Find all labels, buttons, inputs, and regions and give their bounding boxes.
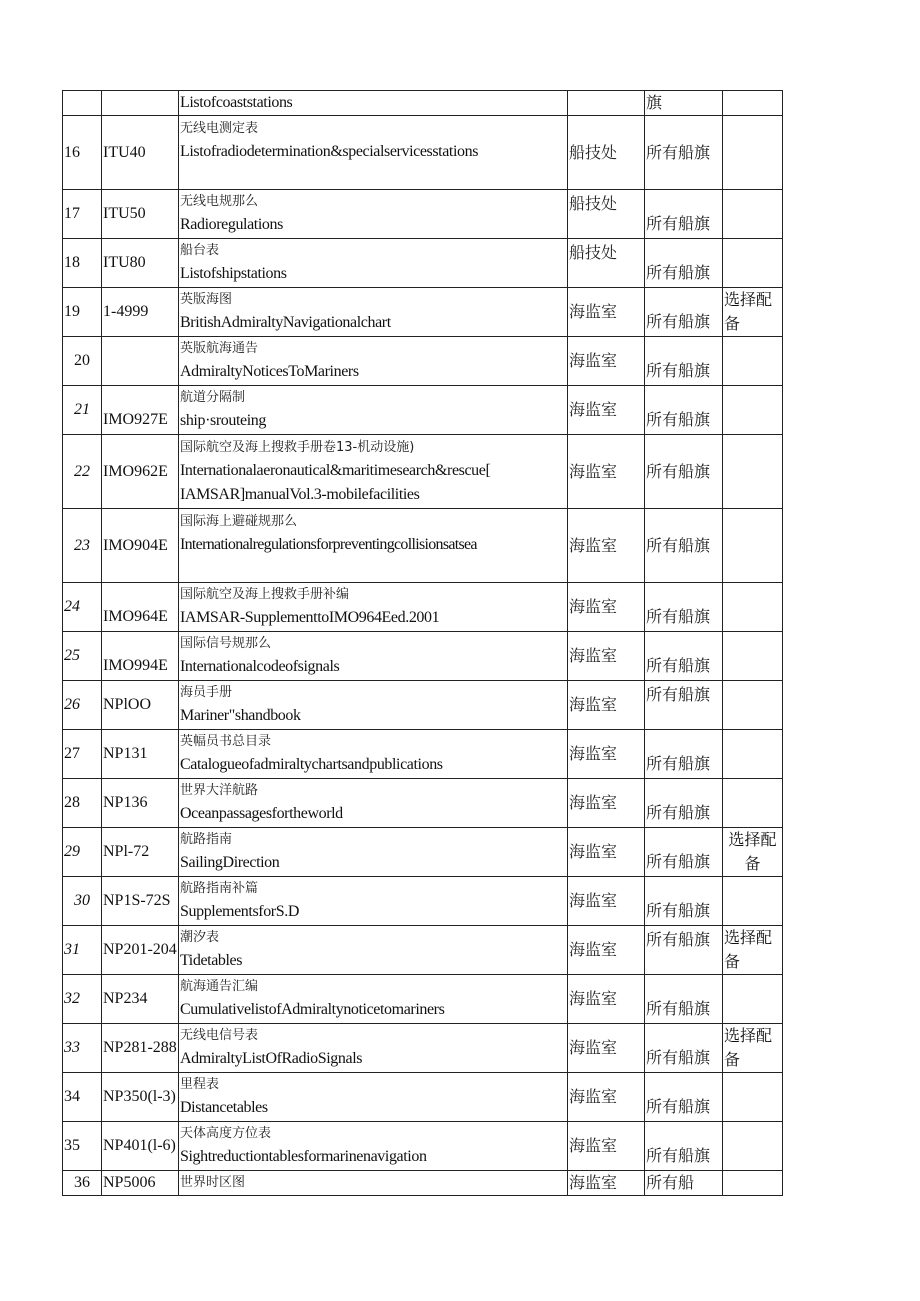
department: 海监室: [568, 435, 645, 509]
title-en: IAMSAR-SupplementtoIMO964Eed.2001: [180, 609, 440, 626]
title-cn: 国际航空及海上搜救手册卷13-机动设施): [180, 439, 415, 455]
publication-title: [179, 730, 568, 779]
publication-title: [179, 116, 568, 190]
ship-scope: 所有船旗: [645, 975, 723, 1024]
department: 海监室: [568, 730, 645, 779]
title-cn: 无线电信号表: [180, 1028, 259, 1043]
remark: [723, 681, 783, 730]
publication-code: NPlOO: [102, 681, 179, 730]
publication-code: NP1S-72S: [102, 877, 179, 926]
ship-scope: 所有船旗: [645, 877, 723, 926]
publication-title: [179, 681, 568, 730]
row-number: 19: [63, 288, 102, 337]
title-cn: 里程表: [180, 1077, 220, 1092]
title-en: Internationalcodeofsignals: [180, 658, 340, 675]
ship-scope: 所有船旗: [645, 926, 723, 975]
row-number: 31: [63, 926, 102, 975]
row-number: 20: [63, 337, 102, 386]
title-en: AdmiraltyListOfRadioSignals: [180, 1050, 363, 1067]
publication-code: NP5006: [102, 1171, 179, 1196]
row-number: 23: [63, 509, 102, 583]
remark: [723, 116, 783, 190]
publication-title: [179, 975, 568, 1024]
title-en: Radioregulations: [180, 216, 283, 233]
title-en: Internationalregulationsforpreventingcollisionsatsea: [180, 536, 477, 553]
table-row: [63, 1073, 783, 1122]
table-row: [63, 190, 783, 239]
publication-title: [179, 877, 568, 926]
title-en: SupplementsforS.D: [180, 903, 299, 920]
publication-code: ITU80: [102, 239, 179, 288]
remark: 选择配备: [723, 288, 783, 337]
publication-code: [102, 91, 179, 116]
title-cn: 天体高度方位表: [180, 1126, 272, 1141]
row-number: 34: [63, 1073, 102, 1122]
title-en: Catalogueofadmiraltychartsandpublications: [180, 756, 443, 773]
ship-scope: 所有船旗: [645, 509, 723, 583]
ship-scope: 所有船旗: [645, 435, 723, 509]
row-number: 22: [63, 435, 102, 509]
publication-code: IMO964E: [102, 583, 179, 632]
row-number: 30: [63, 877, 102, 926]
publications-table: [62, 90, 783, 1196]
remark: [723, 1171, 783, 1196]
department: 船技处: [568, 116, 645, 190]
title-en: Distancetables: [180, 1099, 268, 1116]
publication-title: [179, 1073, 568, 1122]
department: 海监室: [568, 926, 645, 975]
title-cn: 国际航空及海上搜救手册补编: [180, 587, 350, 602]
row-number: 33: [63, 1024, 102, 1073]
table-row: [63, 435, 783, 509]
publication-title: [179, 509, 568, 583]
publication-code: ITU40: [102, 116, 179, 190]
department: 船技处: [568, 239, 645, 288]
ship-scope: 所有船旗: [645, 730, 723, 779]
publication-title: [179, 239, 568, 288]
publication-title: [179, 583, 568, 632]
title-cn: 船台表: [180, 243, 220, 258]
publication-title: [179, 1024, 568, 1073]
title-en-continued: IAMSAR]manualVol.3-mobilefacilities: [180, 485, 420, 503]
publication-title: [179, 435, 568, 509]
table-row: [63, 681, 783, 730]
title-en: Listofradiodetermination&specialservicesstations: [180, 143, 479, 160]
publication-code: IMO962E: [102, 435, 179, 509]
remark: 选择配备: [723, 926, 783, 975]
ship-scope: 所有船旗: [645, 681, 723, 730]
department: 海监室: [568, 779, 645, 828]
publication-title: [179, 288, 568, 337]
remark: [723, 239, 783, 288]
title-en: Oceanpassagesfortheworld: [180, 805, 343, 822]
table-row: [63, 632, 783, 681]
ship-scope: 所有船旗: [645, 386, 723, 435]
title-cn: 航路指南补篇: [180, 881, 259, 896]
publication-title: [179, 386, 568, 435]
publication-title: [179, 1171, 568, 1196]
department: 海监室: [568, 1122, 645, 1171]
publication-code: NP131: [102, 730, 179, 779]
row-number: 18: [63, 239, 102, 288]
publication-code: IMO904E: [102, 509, 179, 583]
publication-title: [179, 91, 568, 116]
department: 海监室: [568, 1073, 645, 1122]
row-number: 21: [63, 386, 102, 435]
row-number: 27: [63, 730, 102, 779]
publication-code: ITU50: [102, 190, 179, 239]
row-number: 26: [63, 681, 102, 730]
department: 海监室: [568, 1171, 645, 1196]
table-row: [63, 116, 783, 190]
department: 海监室: [568, 877, 645, 926]
publication-title: [179, 190, 568, 239]
publication-title: [179, 1122, 568, 1171]
remark: [723, 583, 783, 632]
row-number: 32: [63, 975, 102, 1024]
table-row: [63, 877, 783, 926]
publication-code: IMO994E: [102, 632, 179, 681]
publication-code: NP136: [102, 779, 179, 828]
publication-title: [179, 779, 568, 828]
publication-code: NPl-72: [102, 828, 179, 877]
title-cn: 航海通告汇编: [180, 979, 259, 994]
title-cn: 国际信号规那么: [180, 636, 272, 651]
ship-scope: 所有船旗: [645, 632, 723, 681]
publication-code: [102, 337, 179, 386]
ship-scope: 所有船: [645, 1171, 723, 1196]
title-en: ship·srouteing: [180, 412, 266, 429]
row-number: 36: [63, 1171, 102, 1196]
title-en: Listofcoaststations: [180, 94, 293, 111]
department: [568, 91, 645, 116]
title-cn: 英版航海通告: [180, 341, 259, 356]
department: 海监室: [568, 386, 645, 435]
department: 海监室: [568, 288, 645, 337]
title-cn: 航道分隔制: [180, 390, 246, 405]
row-number: [63, 91, 102, 116]
title-cn: 世界时区图: [180, 1175, 246, 1190]
title-cn: 潮汐表: [180, 930, 220, 945]
publication-code: 1-4999: [102, 288, 179, 337]
title-cn: 航路指南: [180, 832, 233, 847]
publication-title: [179, 632, 568, 681]
remark: [723, 435, 783, 509]
ship-scope: 所有船旗: [645, 337, 723, 386]
publication-code: NP281-288: [102, 1024, 179, 1073]
title-en: SailingDirection: [180, 854, 280, 871]
ship-scope: 所有船旗: [645, 190, 723, 239]
department: 海监室: [568, 975, 645, 1024]
remark: [723, 386, 783, 435]
remark: [723, 1073, 783, 1122]
table-row: [63, 91, 783, 116]
ship-scope: 所有船旗: [645, 1122, 723, 1171]
table-row: [63, 337, 783, 386]
publication-code: NP350(l-3): [102, 1073, 179, 1122]
ship-scope: 所有船旗: [645, 239, 723, 288]
row-number: 28: [63, 779, 102, 828]
table-row: [63, 509, 783, 583]
title-cn: 英版海图: [180, 292, 233, 307]
table-row: [63, 583, 783, 632]
table-row: [63, 926, 783, 975]
row-number: 25: [63, 632, 102, 681]
remark: [723, 730, 783, 779]
row-number: 17: [63, 190, 102, 239]
title-cn: 无线电测定表: [180, 121, 259, 136]
ship-scope: 所有船旗: [645, 1024, 723, 1073]
department: 船技处: [568, 190, 645, 239]
title-en: AdmiraltyNoticesToMariners: [180, 363, 359, 380]
ship-scope: 所有船旗: [645, 779, 723, 828]
title-en: Tidetables: [180, 952, 243, 969]
publication-code: NP401(l-6): [102, 1122, 179, 1171]
table-row: [63, 386, 783, 435]
title-cn: 海员手册: [180, 685, 233, 700]
table-row: [63, 1024, 783, 1073]
ship-scope: 所有船旗: [645, 116, 723, 190]
remark: [723, 779, 783, 828]
title-en: BritishAdmiraltyNavigationalchart: [180, 314, 391, 331]
department: 海监室: [568, 828, 645, 877]
title-cn: 无线电规那么: [180, 194, 259, 209]
department: 海监室: [568, 632, 645, 681]
table-row: [63, 1122, 783, 1171]
title-cn: 世界大洋航路: [180, 783, 259, 798]
department: 海监室: [568, 681, 645, 730]
title-en: CumulativelistofAdmiraltynoticetomariners: [180, 1001, 445, 1018]
title-en: Internationalaeronautical&maritimesearch&rescue[: [180, 461, 491, 479]
table-row: [63, 239, 783, 288]
publication-title: [179, 926, 568, 975]
table-row: [63, 828, 783, 877]
table-row: [63, 779, 783, 828]
ship-scope: 所有船旗: [645, 1073, 723, 1122]
remark: [723, 632, 783, 681]
remark: [723, 1122, 783, 1171]
row-number: 16: [63, 116, 102, 190]
remark: 选择配备: [723, 828, 783, 877]
publication-title: [179, 828, 568, 877]
table-row: [63, 975, 783, 1024]
remark: 选择配备: [723, 1024, 783, 1073]
publication-title: [179, 337, 568, 386]
ship-scope: 旗: [645, 91, 723, 116]
row-number: 35: [63, 1122, 102, 1171]
row-number: 24: [63, 583, 102, 632]
table-row: [63, 730, 783, 779]
remark: [723, 509, 783, 583]
publication-code: NP201-204: [102, 926, 179, 975]
table-row: [63, 288, 783, 337]
department: 海监室: [568, 1024, 645, 1073]
ship-scope: 所有船旗: [645, 828, 723, 877]
publication-code: NP234: [102, 975, 179, 1024]
department: 海监室: [568, 583, 645, 632]
remark: [723, 975, 783, 1024]
title-cn: 国际海上避碰规那么: [180, 514, 298, 529]
remark: [723, 337, 783, 386]
ship-scope: 所有船旗: [645, 288, 723, 337]
remark: [723, 190, 783, 239]
title-cn: 英幅员书总目录: [180, 734, 272, 749]
title-en: Listofshipstations: [180, 265, 287, 282]
title-en: Mariner"shandbook: [180, 707, 301, 724]
department: 海监室: [568, 509, 645, 583]
department: 海监室: [568, 337, 645, 386]
table-row: [63, 1171, 783, 1196]
publication-code: IMO927E: [102, 386, 179, 435]
remark: [723, 877, 783, 926]
remark: [723, 91, 783, 116]
ship-scope: 所有船旗: [645, 583, 723, 632]
title-en: Sightreductiontablesformarinenavigation: [180, 1148, 427, 1165]
row-number: 29: [63, 828, 102, 877]
